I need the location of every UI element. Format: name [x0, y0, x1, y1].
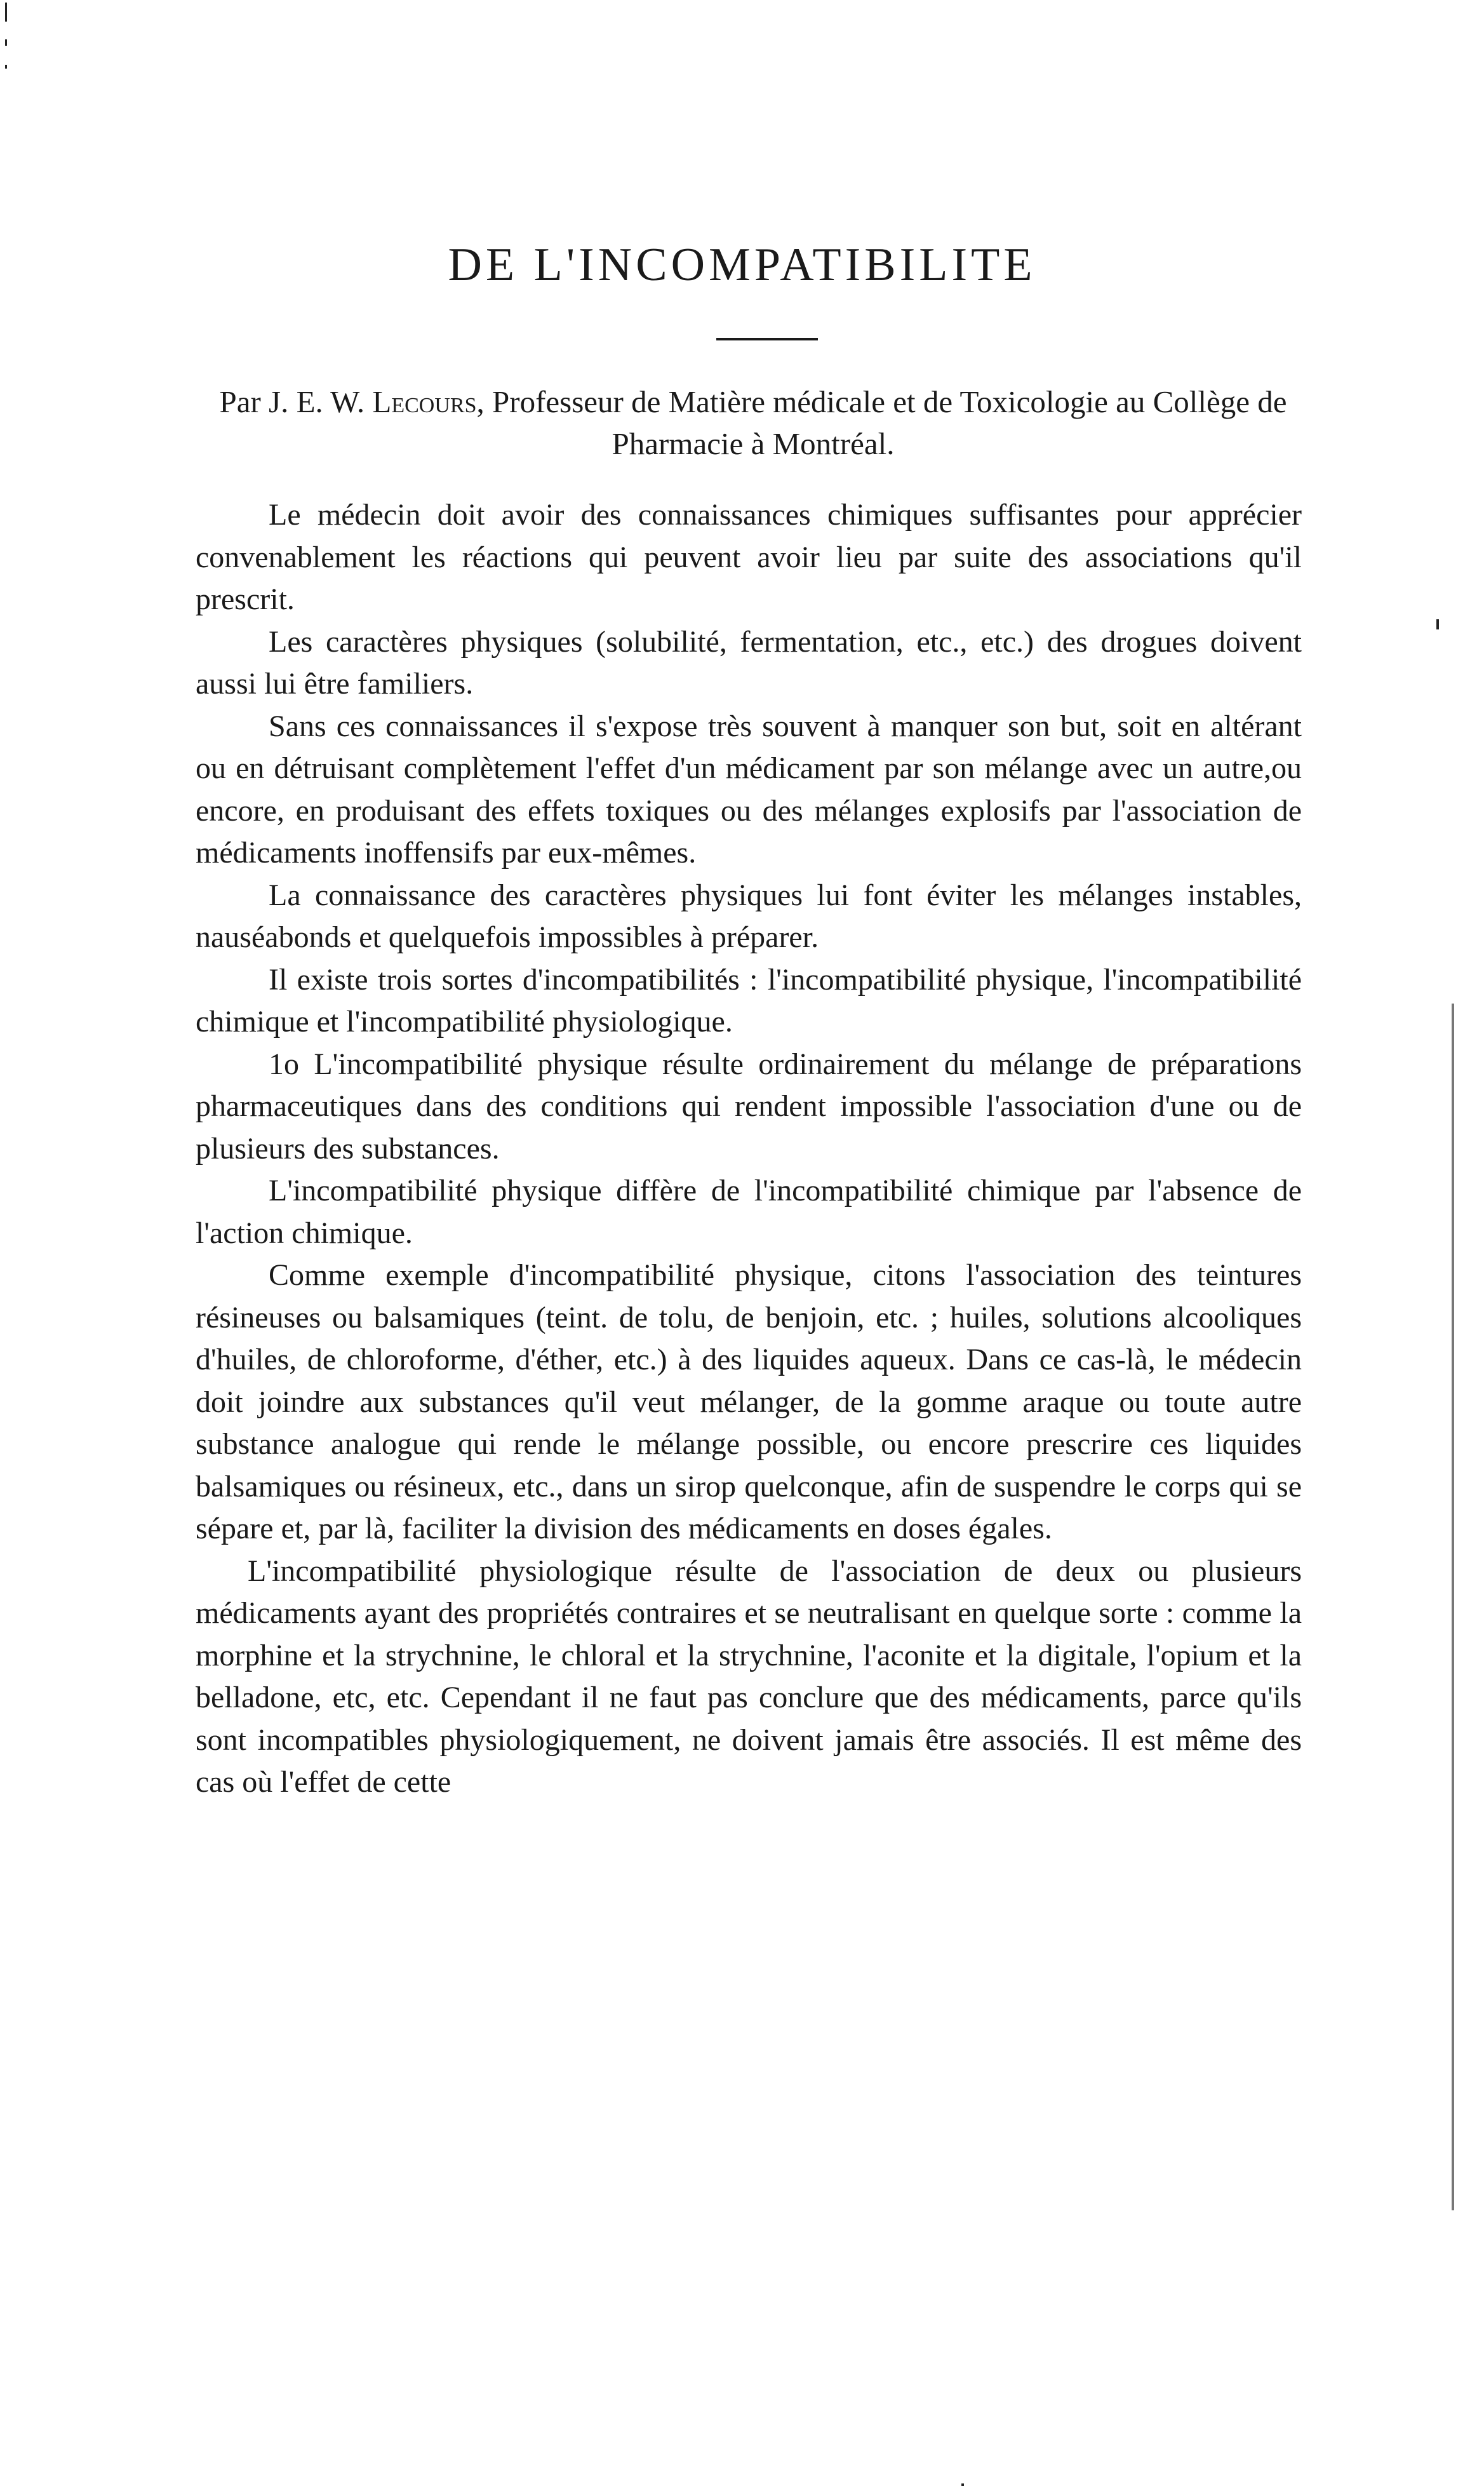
scan-speck [5, 3, 7, 22]
title-divider-rule [716, 338, 818, 340]
scan-speck [5, 65, 7, 69]
paragraph: Les caractères physiques (solubilité, fermentation, etc., etc.) des drogues doivent aussi lui être familiers. [196, 624, 1302, 701]
paragraph: L'incompatibilité physiologique résulte de l'association de deux ou plusieurs médicaments ayant des propriétés contraires et se neutralisant en quelque sorte : comme la morphine et la strychnine, le chloral et la strychnine, l'aconite et la digitale, l'opium et la belladone, etc, etc. Cependant il ne faut pas conclure que des médicaments, parce qu'ils sont incompatibles physiologiquement, ne doivent jamais être associés. Il est même des cas où l'effet de cette [196, 1554, 1302, 1799]
paragraph: Le médecin doit avoir des connaissances chimiques suffisantes pour apprécier convenablement les réactions qui peuvent avoir lieu par suite des associations qu'il prescrit. [196, 498, 1302, 616]
byline-affiliation: , Professeur de Matière médicale et de Toxicologie au Collège de Pharmacie à Montréal. [476, 384, 1287, 461]
author-byline [207, 381, 1299, 465]
paragraph: Sans ces connaissances il s'expose très souvent à manquer son but, soit en altérant ou en détruisant complètement l'effet d'un médicament par son mélange avec un autre,ou encore, en produisant des effets toxiques ou des mélanges explosifs par l'association de médicaments inoffensifs par eux-mêmes. [196, 709, 1302, 870]
author-name: Lecours [372, 384, 477, 419]
article-title: DE L'INCOMPATIBILITE [448, 239, 1036, 291]
article-body [196, 494, 1302, 1804]
paragraph: Comme exemple d'incompatibilité physique, citons l'association des teintures résineuses ou balsamiques (teint. de tolu, de benjoin, etc. ; huiles, solutions alcooliques d'huiles, de chloroforme, d'éther, etc.) à des liquides aqueux. Dans ce cas-là, le médecin doit joindre aux substances qu'il veut mélanger, de la gomme araque ou toute autre substance analogue qui rende le mélange possible, ou encore prescrire ces liquides balsamiques ou résineux, etc., dans un sirop quelconque, afin de suspendre le corps qui se sépare et, par là, faciliter la division des médicaments en doses égales. [196, 1258, 1302, 1545]
scan-speck [961, 2483, 964, 2486]
paragraph: 1o L'incompatibilité physique résulte ordinairement du mélange de préparations pharmaceutiques dans des conditions qui rendent impossible l'association d'une ou de plusieurs des substances. [196, 1047, 1302, 1166]
paragraph: Il existe trois sortes d'incompatibilités : l'incompatibilité physique, l'incompatibilité chimique et l'incompatibilité physiologique. [196, 962, 1302, 1038]
paragraph: L'incompatibilité physique diffère de l'incompatibilité chimique par l'absence de l'action chimique. [196, 1174, 1302, 1250]
scan-edge-line [1452, 1004, 1454, 2210]
paragraph: La connaissance des caractères physiques lui font éviter les mélanges instables, nauséabonds et quelquefois impossibles à préparer. [196, 878, 1302, 954]
scan-speck [5, 39, 7, 46]
scan-speck [1436, 619, 1439, 629]
byline-prefix: Par J. E. W. [219, 384, 373, 419]
